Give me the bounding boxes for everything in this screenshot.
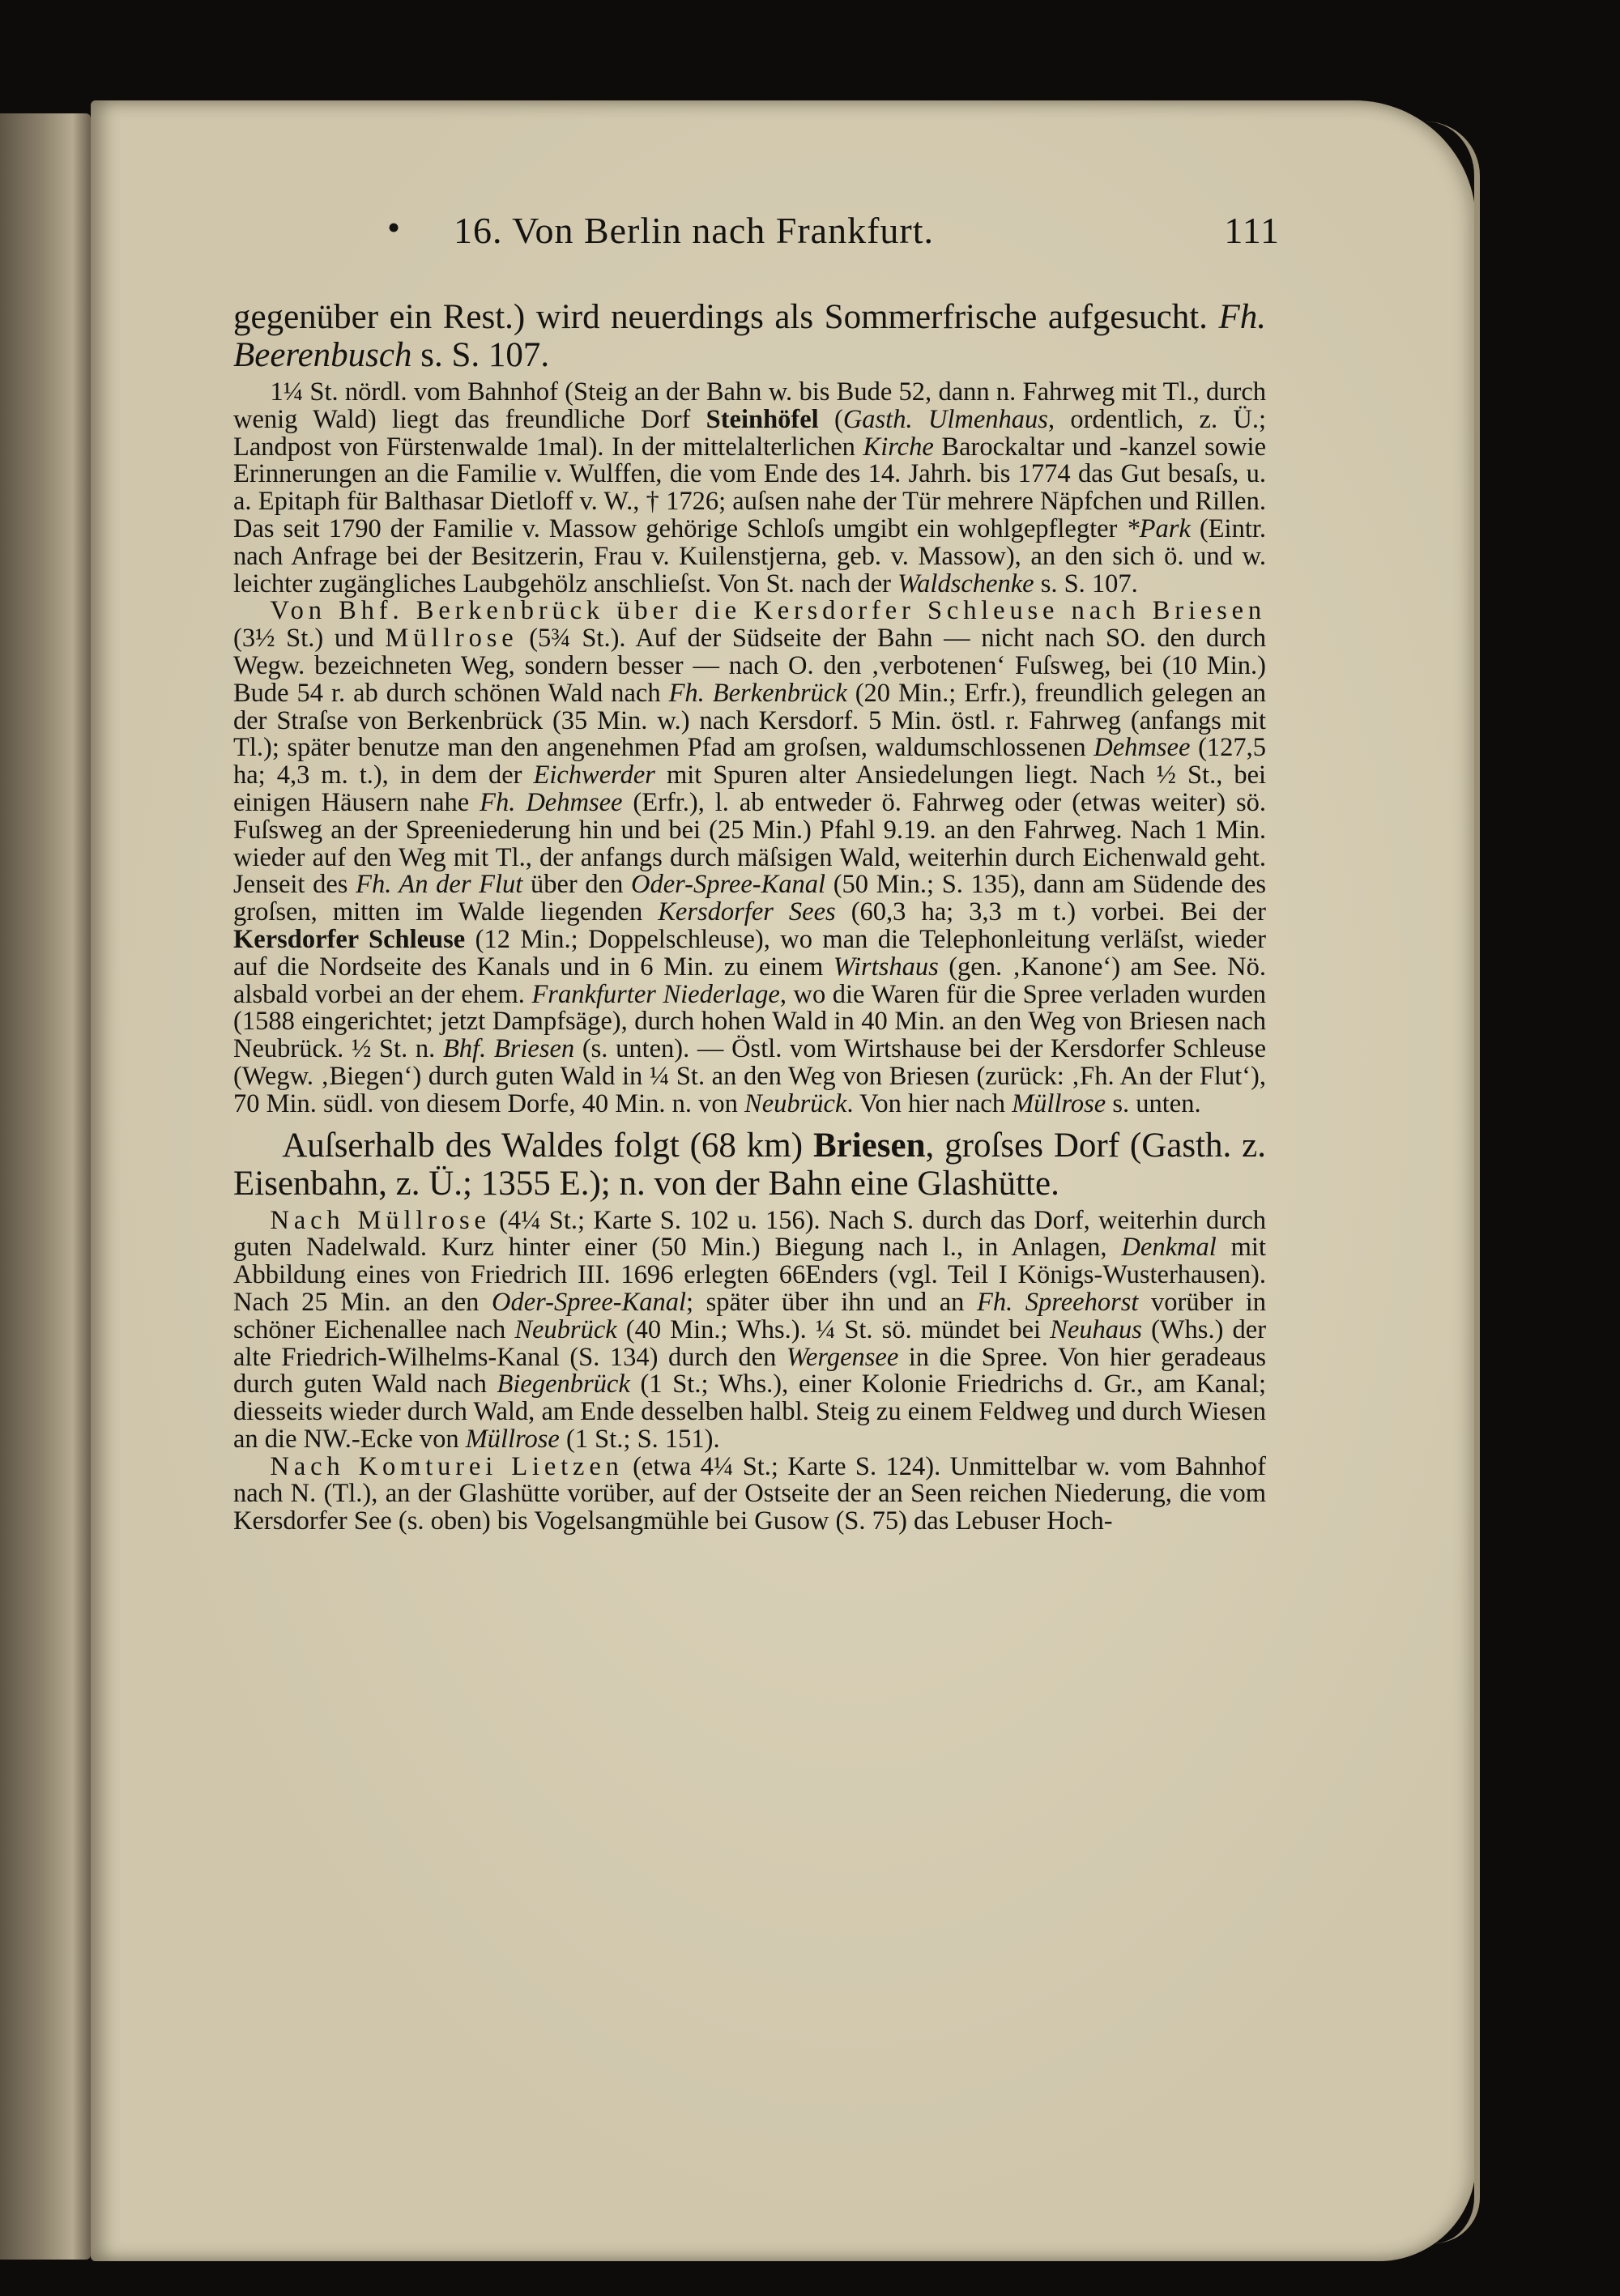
running-head [235, 209, 1280, 258]
paragraph-lietzen-route [233, 1451, 1267, 1536]
place-name: Waldschenke [897, 569, 1034, 598]
place-name: Fh. Spreehorst [976, 1287, 1139, 1317]
text-run: , ordentlich, z. Ü.; Landpost von Fürstenwalde 1mal). In der mittelalterlichen [233, 404, 1267, 462]
text-run: ; später über ihn und an [686, 1287, 965, 1317]
text-run: (s. unten). — Östl. vom Wirtshause bei der Kersdorfer Schleuse (Wegw. ‚Biegen‘) durch guten Wald in ¼ St. an den Weg von Briesen (zurück: ‚Fh. An der Flut‘), 70 Min. südl. von diesem Dorfe, 40 Min. n. von [233, 1034, 1266, 1118]
place-name: Eichwerder [533, 760, 655, 790]
text-run: s. unten. [1112, 1088, 1201, 1118]
place-name: Biegenbrück [497, 1370, 630, 1399]
text-run: (etwa 4¼ St.; Karte S. 124). Unmittelbar w. vom Bahnhof nach N. (Tl.), an der Glashütte vorüber, auf der Ostseite der an Seen reichen Niederung, die vom Kersdorfer See (s. oben) bis Vogelsangmühle bei Gusow (S. 75) das Lebuser Hoch- [233, 1451, 1267, 1536]
place-name: *Park [1126, 513, 1191, 543]
place-name: Fh. Dehmsee [480, 787, 623, 817]
text-run: (5¾ St.). Auf der Südseite der Bahn — nicht nach SO. den durch Wegw. bezeichneten Weg, sondern besser — nach O. den ‚verbotenen‘ Fuſsweg, bei (10 Min.) Bude 54 r. ab durch schönen Wald nach [233, 624, 1267, 708]
running-head-mark: • [387, 207, 402, 248]
text-run: Auſserhalb des Waldes folgt (68 km) [282, 1126, 804, 1165]
place-name-bold: Kersdorfer Schleuse [233, 924, 466, 954]
place-name-bold: Steinhöfel [706, 404, 819, 434]
page-number: 111 [1224, 210, 1280, 251]
text-run: (1 St.; S. 151). [565, 1424, 720, 1454]
text-run: gegenüber ein Rest.) wird neuerdings als Sommerfrische aufgesucht. [233, 298, 1208, 336]
text-run: s. S. 107. [1040, 569, 1138, 598]
text-run: (Eintr. nach Anfrage bei der Besitzerin, Frau v. Kuilenstjerna, geb. v. Massow), an den sich ö. und w. leichter zugängliches Laubgehölz anschlieſst. Von St. nach der [233, 513, 1266, 598]
place-name-bold: Briesen [812, 1126, 926, 1165]
text-run: (Whs.) der alte Friedrich-Wilhelms-Kanal (S. 134) durch den [233, 1314, 1267, 1372]
route-heading: Nach Komturei Lietzen [270, 1451, 624, 1481]
paragraph-steinhoefel [233, 379, 1266, 598]
text-run: mit Abbildung eines von Friedrich III. 1696 erlegten 66Enders (vgl. Teil I Königs-Wusterhausen). Nach 25 Min. an den [233, 1233, 1266, 1317]
place-name: Fh. An der Flut [356, 870, 523, 900]
running-head-title: 16. Von Berlin nach Frankfurt. [454, 210, 935, 251]
route-heading: Nach Müllrose [270, 1205, 491, 1235]
paragraph-berkenbrueck-route [233, 598, 1266, 1118]
text-run: (12 Min.; Doppelschleuse), wo man die Telephonleitung verläſst, wieder auf die Nordseite des Kanals und in 6 Min. zu einem [233, 924, 1267, 982]
text-run: Barockaltar und -kanzel sowie Erinnerungen an die Familie v. Wulffen, die vom Ende des 14. Jahrh. bis 1774 das Gut besaſs, u. a. Epitaph für Balthasar Dietloff v. W., † 1726; auſsen nahe der Tür mehrere Näpfchen und Rillen. Das seit 1790 der Familie v. Massow gehörige Schloſs umgibt ein wohlgepflegter [233, 432, 1266, 543]
place-name: Oder-Spree-Kanal [631, 870, 826, 900]
text-run: (50 Min.; S. 135), dann am Südende des groſsen, mitten im Walde liegenden [233, 870, 1267, 927]
text-run: in die Spree. Von hier geradeaus durch guten Wald nach [233, 1342, 1267, 1399]
text-run: s. S. 107. [420, 336, 550, 374]
text-run: (20 Min.; Erfr.), freundlich gelegen an der Straſse von Berkenbrück (35 Min. w.) nach Kersdorf. 5 Min. östl. r. Fahrweg (anfangs mit Tl.); später benutze man den angenehmen Pfad am groſsen, waldumschlossenen [233, 678, 1266, 763]
place-name: Fh. Beerenbusch [233, 298, 1266, 374]
text-run: (127,5 ha; 4,3 m. t.), in dem der [233, 733, 1267, 790]
place-name: Gasth. Ulmenhaus [842, 404, 1048, 434]
text-run: (1 St.; Whs.), einer Kolonie Friedrichs d. Gr., am Kanal; diesseits wieder durch Wald, am Ende desselben halbl. Steig zu einem Feldweg und durch Wiesen an die NW.-Ecke von [233, 1370, 1267, 1454]
place-name: Dehmsee [1094, 733, 1191, 763]
text-run: (60,3 ha; 3,3 m t.) vorbei. Bei der [850, 897, 1266, 927]
text-run: (3½ St.) und [233, 624, 374, 654]
page-curl-edge [1426, 121, 1480, 2243]
paragraph-briesen [233, 1127, 1266, 1203]
text-run: (4¼ St.; Karte S. 102 u. 156). Nach S. durch das Dorf, weiterhin durch guten Nadelwald. Kurz hinter einer (50 Min.) Biegung nach l., in Anlagen, [233, 1205, 1267, 1263]
place-name: Neuhaus [1050, 1314, 1142, 1344]
text-run: , wo die Waren für die Spree verladen wurden (1588 eingerichtet; jetzt Dampfsäge), durch hohen Wald in 40 Min. an den Weg von Briesen nach Neubrück. ½ St. n. [233, 979, 1267, 1064]
place-name: Frankfurter Niederlage [531, 979, 780, 1009]
place-name: Bhf. Briesen [442, 1034, 575, 1064]
paragraph-sommerfrische [233, 298, 1266, 374]
place-name: Kersdorfer Sees [658, 897, 836, 927]
place-name: Oder-Spree-Kanal [491, 1287, 687, 1317]
place-name: Müllrose [465, 1424, 560, 1454]
text-run: 1¼ St. nördl. vom Bahnhof (Steig an der Bahn w. bis Bude 52, dann n. Fahrweg mit Tl., durch wenig Wald) liegt das freundliche Dorf [233, 377, 1266, 434]
text-run: über den [531, 870, 624, 900]
place-name: Denkmal [1121, 1233, 1217, 1263]
place-name: Kirche [863, 432, 934, 462]
place-name: Neubrück [744, 1088, 847, 1118]
paragraph-muellrose-route [233, 1205, 1267, 1454]
place-name: Fh. Berkenbrück [668, 678, 847, 708]
text-run: (40 Min.; Whs.). ¼ St. sö. mündet bei [625, 1314, 1042, 1344]
text-run: ( [833, 404, 843, 434]
route-heading: Von Bhf. Berkenbrück über die Kersdorfer Schleuse nach Briesen [270, 596, 1266, 626]
text-run: , groſses Dorf (Gasth. z. Eisenbahn, z. Ü.; 1355 E.); n. von der Bahn eine Glashütte. [233, 1126, 1266, 1203]
place-name: Neubrück [514, 1314, 617, 1344]
page-body [233, 298, 1266, 1536]
text-run: (Erfr.), l. ab entweder ö. Fahrweg oder (etwas weiter) sö. Fuſsweg an der Spreeniederung hin und bei (25 Min.) Pfahl 9.19. an den Fahrweg. Nach 1 Min. wieder auf den Weg mit Tl., der anfangs durch mäſsigen Wald, weiterhin durch Eichenwald geht. Jenseit des [233, 787, 1267, 900]
place-name: Wergensee [786, 1342, 899, 1372]
text-run: mit Spuren alter Ansiedelungen liegt. Nach ½ St., bei einigen Häusern nahe [233, 760, 1267, 817]
place-name: Müllrose [1012, 1088, 1106, 1118]
previous-page-edge [0, 113, 91, 2260]
text-run: . Von hier nach [846, 1088, 1005, 1118]
text-run: (gen. ‚Kanone‘) am See. Nö. alsbald vorbei an der ehem. [233, 952, 1267, 1009]
route-heading: Müllrose [385, 624, 518, 654]
text-run: vorüber in schöner Eichenallee nach [233, 1287, 1266, 1344]
place-name: Wirtshaus [833, 952, 939, 982]
